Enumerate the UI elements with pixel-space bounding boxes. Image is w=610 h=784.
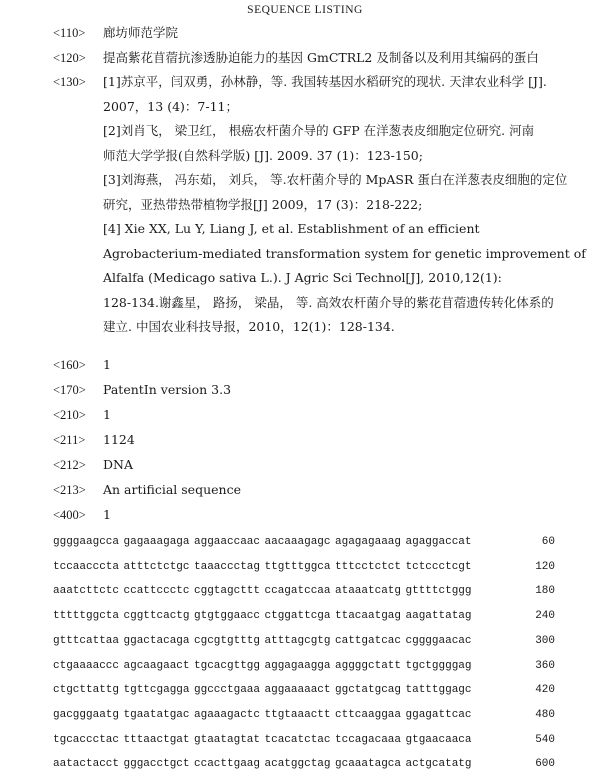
- sequence-chunk: aggaaaaact: [264, 684, 331, 697]
- sequence-row: [53, 629, 555, 654]
- sequence-chunk: atttagcgtg: [264, 634, 331, 647]
- field-tag: <213>: [53, 483, 86, 497]
- sequence-row: [53, 555, 555, 580]
- sequence-chunk: ctggattcga: [264, 610, 331, 623]
- sequence-chunk: gtaatagtat: [194, 733, 261, 746]
- sequence-chunk: acatggctag: [264, 758, 331, 771]
- reference-line: Alfalfa (Medicago sativa L.). J Agric Sci Technol[J], 2010,12(1):: [103, 270, 502, 285]
- field-value: 1: [103, 507, 111, 522]
- sequence-position: 240: [535, 610, 555, 623]
- sequence-chunk: gggacctgct: [123, 758, 190, 771]
- sequence-chunk: cgcgtgtttg: [194, 634, 261, 647]
- field-value: 提高紫花苜蓿抗渗透胁迫能力的基因 GmCTRL2 及制备以及利用其编码的蛋白: [103, 49, 539, 65]
- sequence-chunk: cggttcactg: [123, 610, 190, 623]
- field-130: [53, 70, 547, 95]
- sequence-chunk: tgttcgagga: [123, 684, 190, 697]
- field-value: 1: [103, 407, 111, 422]
- sequence-chunk: ggagattcac: [405, 708, 472, 721]
- sequence-chunk: tctccctcgt: [405, 560, 472, 573]
- field-tag: <211>: [53, 433, 86, 447]
- sequence-chunk: tccagacaaa: [335, 733, 402, 746]
- field-400: [53, 503, 111, 528]
- sequence-row: [53, 579, 555, 604]
- field-212: [53, 453, 133, 478]
- sequence-chunk: ttgtttggca: [264, 560, 331, 573]
- sequence-chunk: cggtagcttt: [194, 585, 261, 598]
- sequence-chunk: aacaaagagc: [264, 536, 331, 548]
- sequence-chunk: ctgcttattg: [53, 684, 120, 697]
- sequence-chunk: gacgggaatg: [53, 708, 120, 721]
- field-value: DNA: [103, 457, 133, 472]
- sequence-chunk: ataaatcatg: [335, 585, 402, 598]
- reference-line: 128-134.谢鑫星， 路扬， 梁晶， 等. 高效农杆菌介导的紫花苜蓿遗传转化体系的: [103, 294, 554, 310]
- sequence-chunk: aagattatag: [405, 610, 472, 623]
- reference-line: Agrobacterium-mediated transformation system for genetic improvement of: [103, 245, 586, 261]
- sequence-chunk: tttcctctct: [335, 560, 402, 573]
- field-120: [53, 46, 539, 71]
- field-value: [1]苏京平，闫双勇，孙林静，等. 我国转基因水稻研究的现状. 天津农业科学 [J].: [103, 74, 547, 89]
- field-tag: <130>: [53, 75, 86, 89]
- sequence-chunk: agagagaaag: [335, 536, 402, 548]
- sequence-chunk: aatactacct: [53, 758, 120, 771]
- sequence-chunk: gtttcattaa: [53, 634, 120, 647]
- sequence-row: [53, 752, 555, 777]
- field-value: PatentIn version 3.3: [103, 382, 232, 397]
- sequence-chunk: agaaagactc: [194, 708, 261, 721]
- sequence-chunk: tgaatatgac: [123, 708, 190, 721]
- sequence-chunk: aaatcttctc: [53, 585, 120, 598]
- field-110: [53, 21, 178, 46]
- sequence-chunk: tccaacccta: [53, 560, 120, 573]
- sequence-chunk: cattgatcac: [335, 634, 402, 647]
- field-tag: <110>: [53, 26, 86, 40]
- reference-list: [103, 95, 590, 340]
- sequence-position: 360: [535, 659, 555, 672]
- field-tag: <400>: [53, 508, 86, 522]
- field-value: An artificial sequence: [103, 482, 241, 497]
- sequence-chunk: ccacttgaag: [194, 758, 261, 771]
- field-213: [53, 478, 241, 503]
- sequence-chunk: ggggaagcca: [53, 536, 120, 548]
- sequence-chunk: atttctctgc: [123, 560, 190, 573]
- sequence-chunk: agcaagaact: [123, 659, 190, 672]
- sequence-chunk: gtgaacaaca: [405, 733, 472, 746]
- sequence-position: 420: [535, 684, 555, 697]
- sequence-chunk: ggccctgaaa: [194, 684, 261, 697]
- sequence-row: [53, 530, 555, 555]
- sequence-chunk: taaaccctag: [194, 560, 261, 573]
- sequence-chunk: aggaaccaac: [194, 536, 261, 548]
- sequence-position: 180: [535, 585, 555, 598]
- sequence-block: [53, 530, 555, 777]
- sequence-row: [53, 654, 555, 679]
- reference-line: 师范大学学报(自然科学版) [J]. 2009. 37 (1)：123-150;: [103, 147, 423, 163]
- sequence-chunk: tttaactgat: [123, 733, 190, 746]
- sequence-chunk: tatttggagc: [405, 684, 472, 697]
- field-tag: <160>: [53, 358, 86, 372]
- sequence-chunk: ccattccctc: [123, 585, 190, 598]
- sequence-chunk: tttttggcta: [53, 610, 120, 623]
- sequence-chunk: ggctatgcag: [335, 684, 402, 697]
- reference-line: 2007，13 (4)：7-11；: [103, 98, 238, 114]
- sequence-chunk: aggagaagga: [264, 659, 331, 672]
- sequence-chunk: actgcatatg: [405, 758, 472, 771]
- sequence-chunk: ttgtaaactt: [264, 708, 331, 721]
- sequence-chunk: gtgtggaacc: [194, 610, 261, 623]
- sequence-chunk: aggggctatt: [335, 659, 402, 672]
- field-tag: <212>: [53, 458, 86, 472]
- reference-line: [2]刘肖飞， 梁卫红， 根癌农杆菌介导的 GFP 在洋葱表皮细胞定位研究. 河南: [103, 123, 535, 138]
- sequence-position: 600: [535, 758, 555, 771]
- sequence-chunk: tgcaccctac: [53, 733, 120, 746]
- sequence-position: 540: [535, 733, 555, 746]
- sequence-position: 60: [541, 536, 555, 548]
- sequence-chunk: tgcacgttgg: [194, 659, 261, 672]
- sequence-row: [53, 678, 555, 703]
- field-211: [53, 428, 135, 453]
- sequence-chunk: ctgaaaaccc: [53, 659, 120, 672]
- sequence-position: 120: [535, 560, 555, 573]
- sequence-chunk: cttcaaggaa: [335, 708, 402, 721]
- field-170: [53, 378, 231, 403]
- sequence-row: [53, 728, 555, 753]
- page-title: SEQUENCE LISTING: [247, 4, 363, 16]
- sequence-chunk: ggactacaga: [123, 634, 190, 647]
- field-value: 廊坊师范学院: [103, 25, 179, 40]
- sequence-chunk: agaggaccat: [405, 536, 472, 548]
- sequence-chunk: tgctggggag: [405, 659, 472, 672]
- sequence-row: [53, 703, 555, 728]
- sequence-position: 480: [535, 708, 555, 721]
- field-210: [53, 403, 111, 428]
- sequence-chunk: gttttctggg: [405, 585, 472, 598]
- reference-line: [4] Xie XX, Lu Y, Liang J, et al. Establishment of an efficient: [103, 221, 480, 236]
- sequence-chunk: tcacatctac: [264, 733, 331, 746]
- field-tag: <210>: [53, 408, 86, 422]
- sequence-row: [53, 604, 555, 629]
- reference-line: 建立. 中国农业科技导报，2010，12(1)：128-134.: [103, 319, 395, 334]
- field-tag: <120>: [53, 50, 86, 65]
- field-160: [53, 353, 111, 378]
- field-value: 1124: [103, 432, 135, 447]
- field-value: 1: [103, 357, 111, 372]
- sequence-position: 300: [535, 634, 555, 647]
- sequence-chunk: gcaaatagca: [335, 758, 402, 771]
- reference-line: 研究，亚热带热带植物学报[J] 2009，17 (3)：218-222;: [103, 196, 423, 212]
- sequence-chunk: ttacaatgag: [335, 610, 402, 623]
- field-tag: <170>: [53, 383, 86, 397]
- sequence-chunk: gagaaagaga: [123, 536, 190, 548]
- sequence-chunk: cggggaacac: [405, 634, 472, 647]
- sequence-chunk: ccagatccaa: [264, 585, 331, 598]
- reference-line: [3]刘海燕， 冯东茹， 刘兵， 等.农杆菌介导的 MpASR 蛋白在洋葱表皮细胞的定位: [103, 172, 568, 187]
